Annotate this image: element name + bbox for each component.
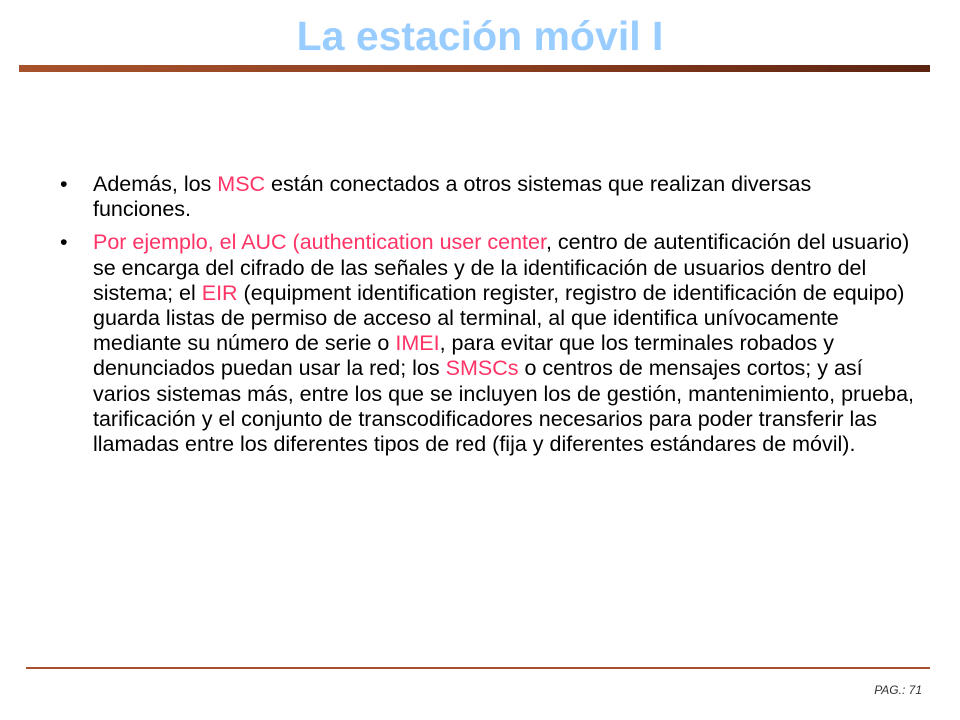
footer-divider	[26, 667, 930, 669]
highlighted-text: SMSCs	[445, 356, 519, 381]
slide-title: La estación móvil I	[296, 13, 664, 59]
bullet-text: Además, los	[93, 172, 218, 196]
bullet-item	[60, 172, 915, 222]
bullet-text: o centros de mensajes cortos; y así varios sistemas más, entre los que se incluyen los de gestión, mantenimiento, prueba, tarificación y el conjunto de transcodificadores necesarios para poder transferir las llamadas entre los diferentes tipos de red (fija y diferentes estándares de móvil).	[93, 356, 915, 457]
bullet-icon: •	[60, 230, 68, 255]
page-number: PAG.: 71	[874, 683, 922, 697]
highlighted-text: EIR	[201, 280, 238, 305]
title-divider	[19, 65, 930, 72]
bullet-text: , para evitar que los terminales robados y denunciados puedan usar la red; los	[93, 331, 834, 381]
bullet-text: (equipment identification register, registro de identificación de equipo) guarda listas de permiso de acceso al terminal, al que identifica unívocamente mediante su número de serie o	[93, 280, 905, 356]
bullet-text: , centro de autentificación del usuario) se encarga del cifrado de las señales y de la identificación de usuarios dentro del sistema; el	[93, 230, 910, 305]
bullet-list	[60, 172, 915, 465]
bullet-icon: •	[60, 172, 68, 196]
highlighted-text: MSC	[217, 172, 266, 196]
highlighted-text: Por ejemplo, el AUC (authentication user center	[93, 230, 546, 255]
bullet-text: están conectados a otros sistemas que realizan diversas funciones.	[93, 172, 812, 222]
bullet-item	[60, 230, 915, 457]
highlighted-text: IMEI	[395, 331, 440, 356]
